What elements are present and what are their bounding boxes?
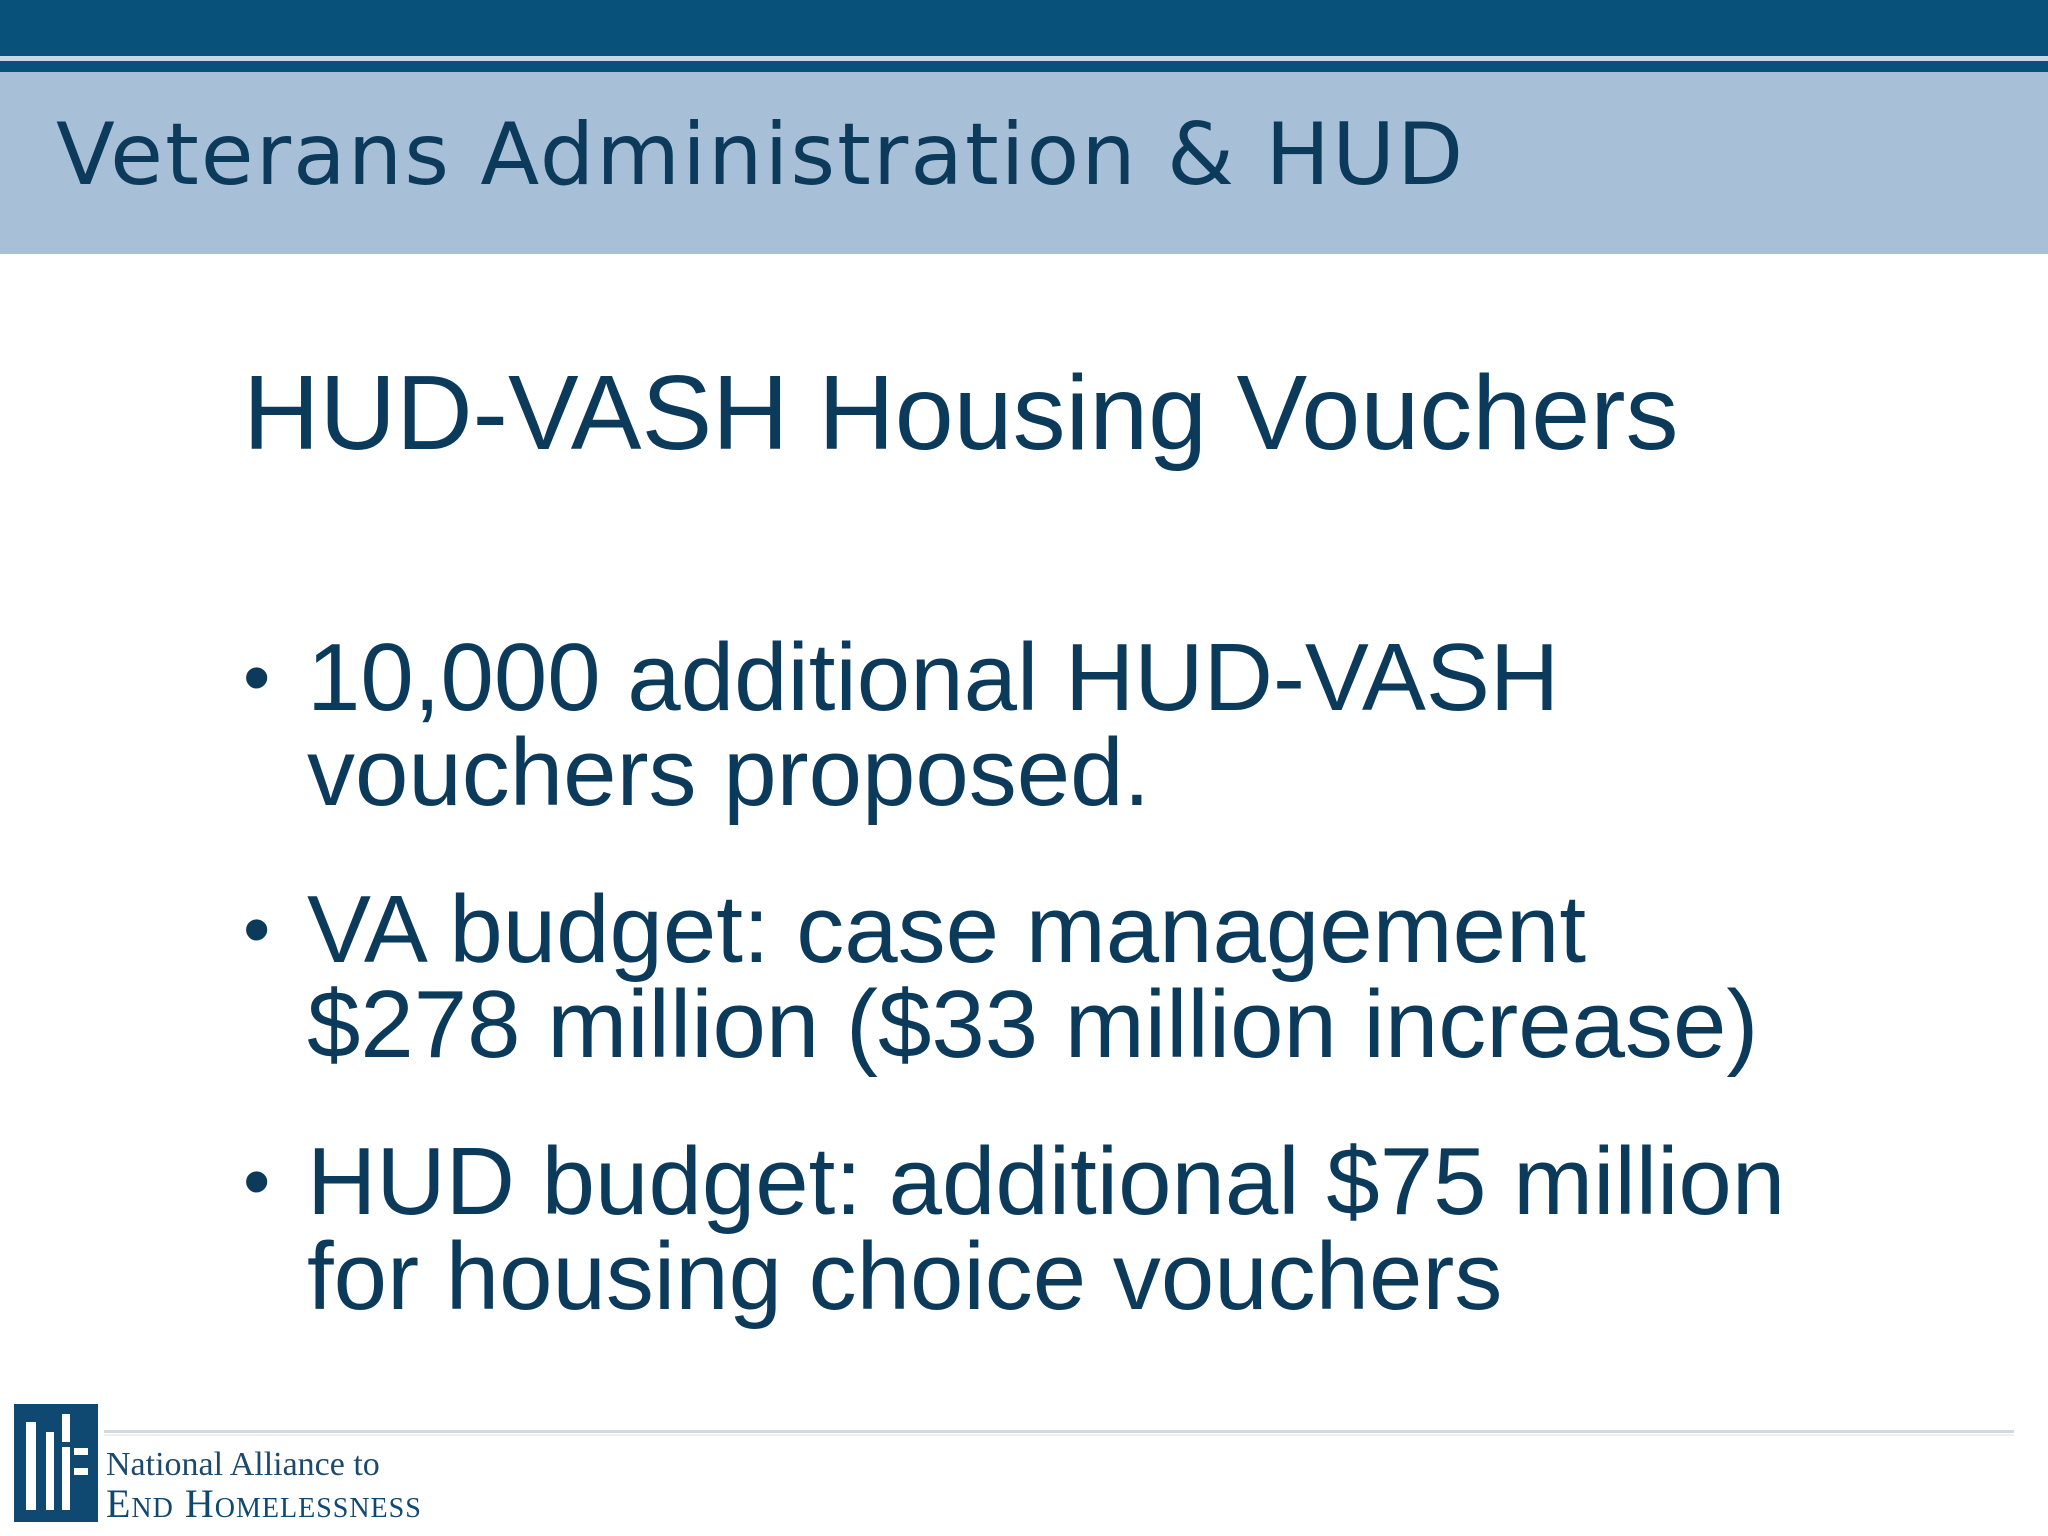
- bullet-item-1: [243, 624, 2003, 826]
- bullet-item-3-line-2: for housing choice vouchers: [307, 1223, 1503, 1330]
- bullet-item-3: [243, 1128, 2003, 1330]
- bullet-item-2-line-1: • VA budget: case management: [307, 876, 1587, 983]
- house-logo-icon: [14, 1404, 98, 1522]
- slide-heading: HUD-VASH Housing Vouchers: [243, 354, 1679, 472]
- bullet-item-2: [243, 876, 2003, 1078]
- logo-line-2: End Homelessness: [106, 1481, 422, 1526]
- bullet-item-1-line-1: • 10,000 additional HUD-VASH: [307, 624, 1560, 731]
- organization-logo: [14, 1396, 534, 1526]
- bullet-item-2-line-2: $278 million ($33 million increase): [307, 971, 1759, 1078]
- section-title: Veterans Administration & HUD: [56, 105, 1466, 205]
- top-header-bar: [0, 0, 2048, 72]
- bullet-item-3-line-1: • HUD budget: additional $75 million: [307, 1128, 1786, 1235]
- top-header-divider: [0, 56, 2048, 61]
- bullet-list: [243, 624, 2003, 1386]
- bullet-item-1-line-2: vouchers proposed.: [307, 719, 1151, 826]
- logo-line-1: National Alliance to: [106, 1446, 380, 1483]
